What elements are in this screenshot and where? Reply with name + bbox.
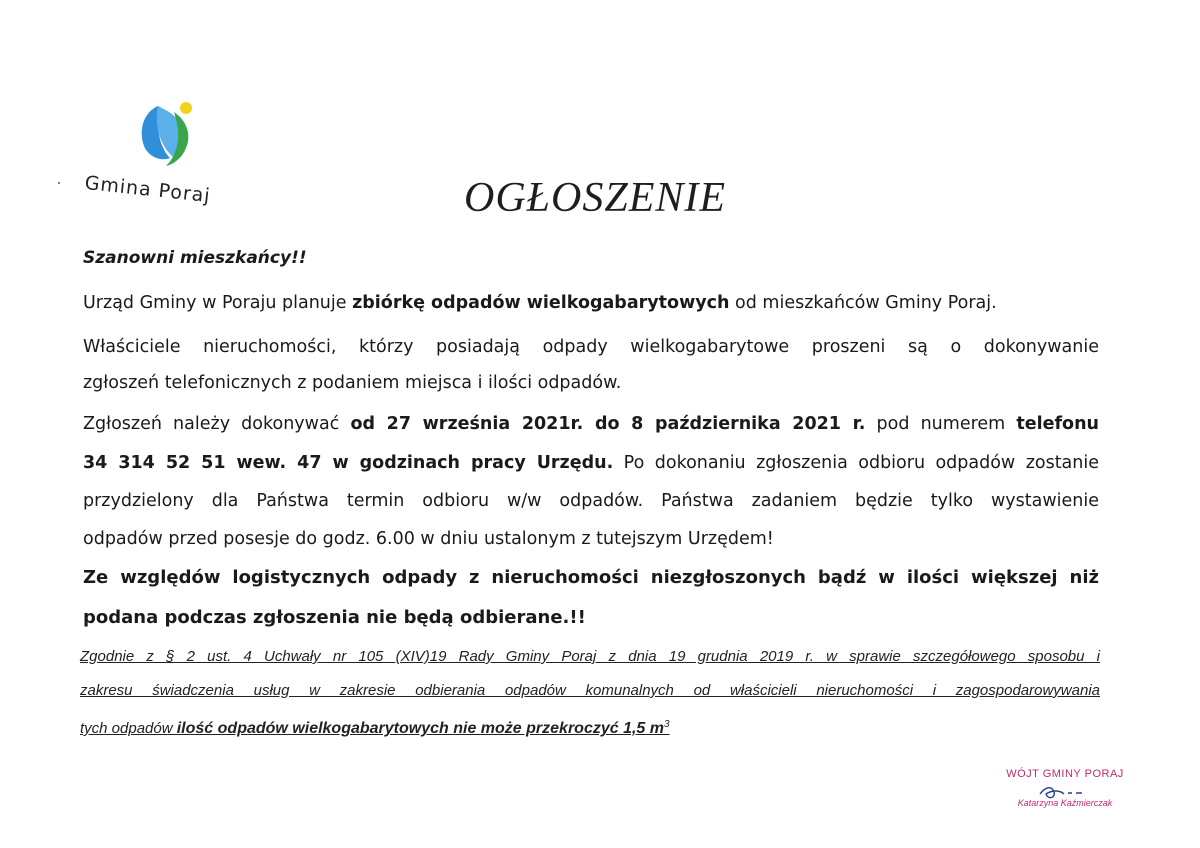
p3-dates: od 27 września 2021r. do 8 października 2021 r. xyxy=(350,414,866,434)
page-title: OGŁOSZENIE xyxy=(463,175,727,221)
p1-text-c: od mieszkańców Gminy Poraj. xyxy=(729,293,997,313)
warning-line-1: Ze względów logistycznych odpady z nieruchomości niezgłoszonych bądź w ilości większej niż xyxy=(83,567,1099,588)
paragraph-1 xyxy=(83,284,1099,322)
legal-superscript: 3 xyxy=(664,719,670,730)
p3-text-f: Po dokonaniu zgłoszenia odbioru odpadów zostanie xyxy=(613,453,1100,473)
stamp-role: WÓJT GMINY PORAJ xyxy=(1006,768,1124,780)
paragraph-3-line-4: odpadów przed posesje do godz. 6.00 w dniu ustalonym z tutejszym Urzędem! xyxy=(83,529,774,549)
paragraph-2-line-1: Właściciele nieruchomości, którzy posiadają odpady wielkogabarytowe proszeni są o dokonywanie xyxy=(83,337,1099,357)
p3-text-c: pod numerem xyxy=(865,414,1017,434)
p1-text-a: Urząd Gminy w Poraju planuje xyxy=(83,293,353,313)
paragraph-3-line-1 xyxy=(83,405,1099,443)
signature-icon xyxy=(1038,782,1088,802)
p3-phone-number: 34 314 52 51 wew. 47 w godzinach pracy Urzędu. xyxy=(83,453,614,473)
logo-text: Gmina Poraj xyxy=(83,172,212,208)
p1-text-bold: zbiórkę odpadów wielkogabarytowych xyxy=(352,293,730,313)
greeting: Szanowni mieszkańcy!! xyxy=(83,248,307,268)
warning-line-2: podana podczas zgłoszenia nie będą odbierane.!! xyxy=(83,607,586,628)
stamp-name: Katarzyna Kaźmierczak xyxy=(1017,798,1113,808)
legal-line-1: Zgodnie z § 2 ust. 4 Uchwały nr 105 (XIV)19 Rady Gminy Poraj z dnia 19 grudnia 2019 r. w sprawie szczegółowego sposobu i xyxy=(80,648,1100,665)
legal-line-2: zakresu świadczenia usług w zakresie odbierania odpadów komunalnych od właścicieli nieruchomości i zagospodarowywania xyxy=(80,682,1100,699)
p3-text-a: Zgłoszeń należy dokonywać xyxy=(83,414,351,434)
paragraph-3-line-3: przydzielony dla Państwa termin odbioru w/w odpadów. Państwa zadaniem będzie tylko wystawienie xyxy=(83,491,1099,511)
legal-limit: ilość odpadów wielkogabarytowych nie może przekroczyć 1,5 m xyxy=(176,720,664,737)
p3-phone-label: telefonu xyxy=(1016,414,1099,434)
paragraph-2-line-2: zgłoszeń telefonicznych z podaniem miejsca i ilości odpadów. xyxy=(83,373,622,393)
legal-text-a: tych odpadów xyxy=(80,720,177,737)
gmina-poraj-leaf-logo-icon xyxy=(130,100,200,168)
paragraph-3-line-2 xyxy=(83,444,1099,482)
legal-line-3 xyxy=(80,708,1100,745)
